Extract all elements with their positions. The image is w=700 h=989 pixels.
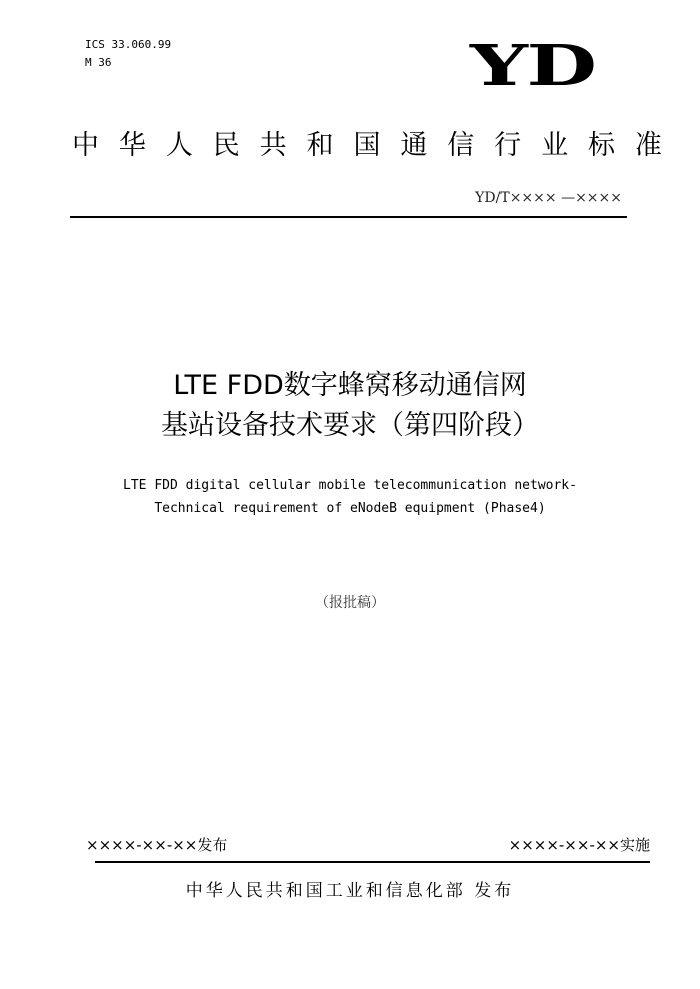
top-divider	[70, 216, 627, 218]
org-title-char: 华	[118, 130, 146, 161]
chinese-title-line: 基站设备技术要求（第四阶段）	[161, 410, 539, 441]
draft-status: （报批稿）	[315, 595, 385, 611]
english-title-line: Technical requirement of eNodeB equipment (Phase4)	[154, 501, 546, 516]
chinese-title-line: LTE FDD数字蜂窝移动通信网	[173, 370, 527, 401]
org-title-char: 民	[212, 130, 240, 161]
classification-code: M 36	[85, 56, 112, 69]
org-title-char: 人	[165, 130, 193, 161]
english-title	[0, 474, 700, 520]
org-title-char: 行	[494, 130, 522, 161]
ics-code: ICS 33.060.99	[85, 38, 172, 51]
implement-date: ××××-××-××实施	[508, 836, 650, 854]
org-title-char: 准	[634, 130, 662, 161]
org-title	[72, 126, 662, 166]
org-title-char: 标	[587, 130, 615, 161]
yd-logo: YD	[470, 33, 596, 99]
org-title-char: 和	[306, 130, 334, 161]
publish-date: ××××-××-××发布	[86, 836, 228, 854]
chinese-title	[0, 366, 700, 446]
org-title-char: 共	[259, 130, 287, 161]
issuer: 中华人民共和国工业和信息化部 发布	[185, 881, 515, 901]
standard-number: YD/T×××× —××××	[475, 190, 622, 206]
ics-header	[85, 36, 171, 72]
bottom-divider	[95, 861, 650, 863]
english-title-line: LTE FDD digital cellular mobile telecommunication network-	[123, 478, 577, 493]
org-title-char: 信	[447, 130, 475, 161]
org-title-char: 业	[541, 130, 569, 161]
org-title-char: 通	[400, 130, 428, 161]
org-title-char: 中	[72, 130, 99, 161]
org-title-char: 国	[353, 130, 381, 161]
